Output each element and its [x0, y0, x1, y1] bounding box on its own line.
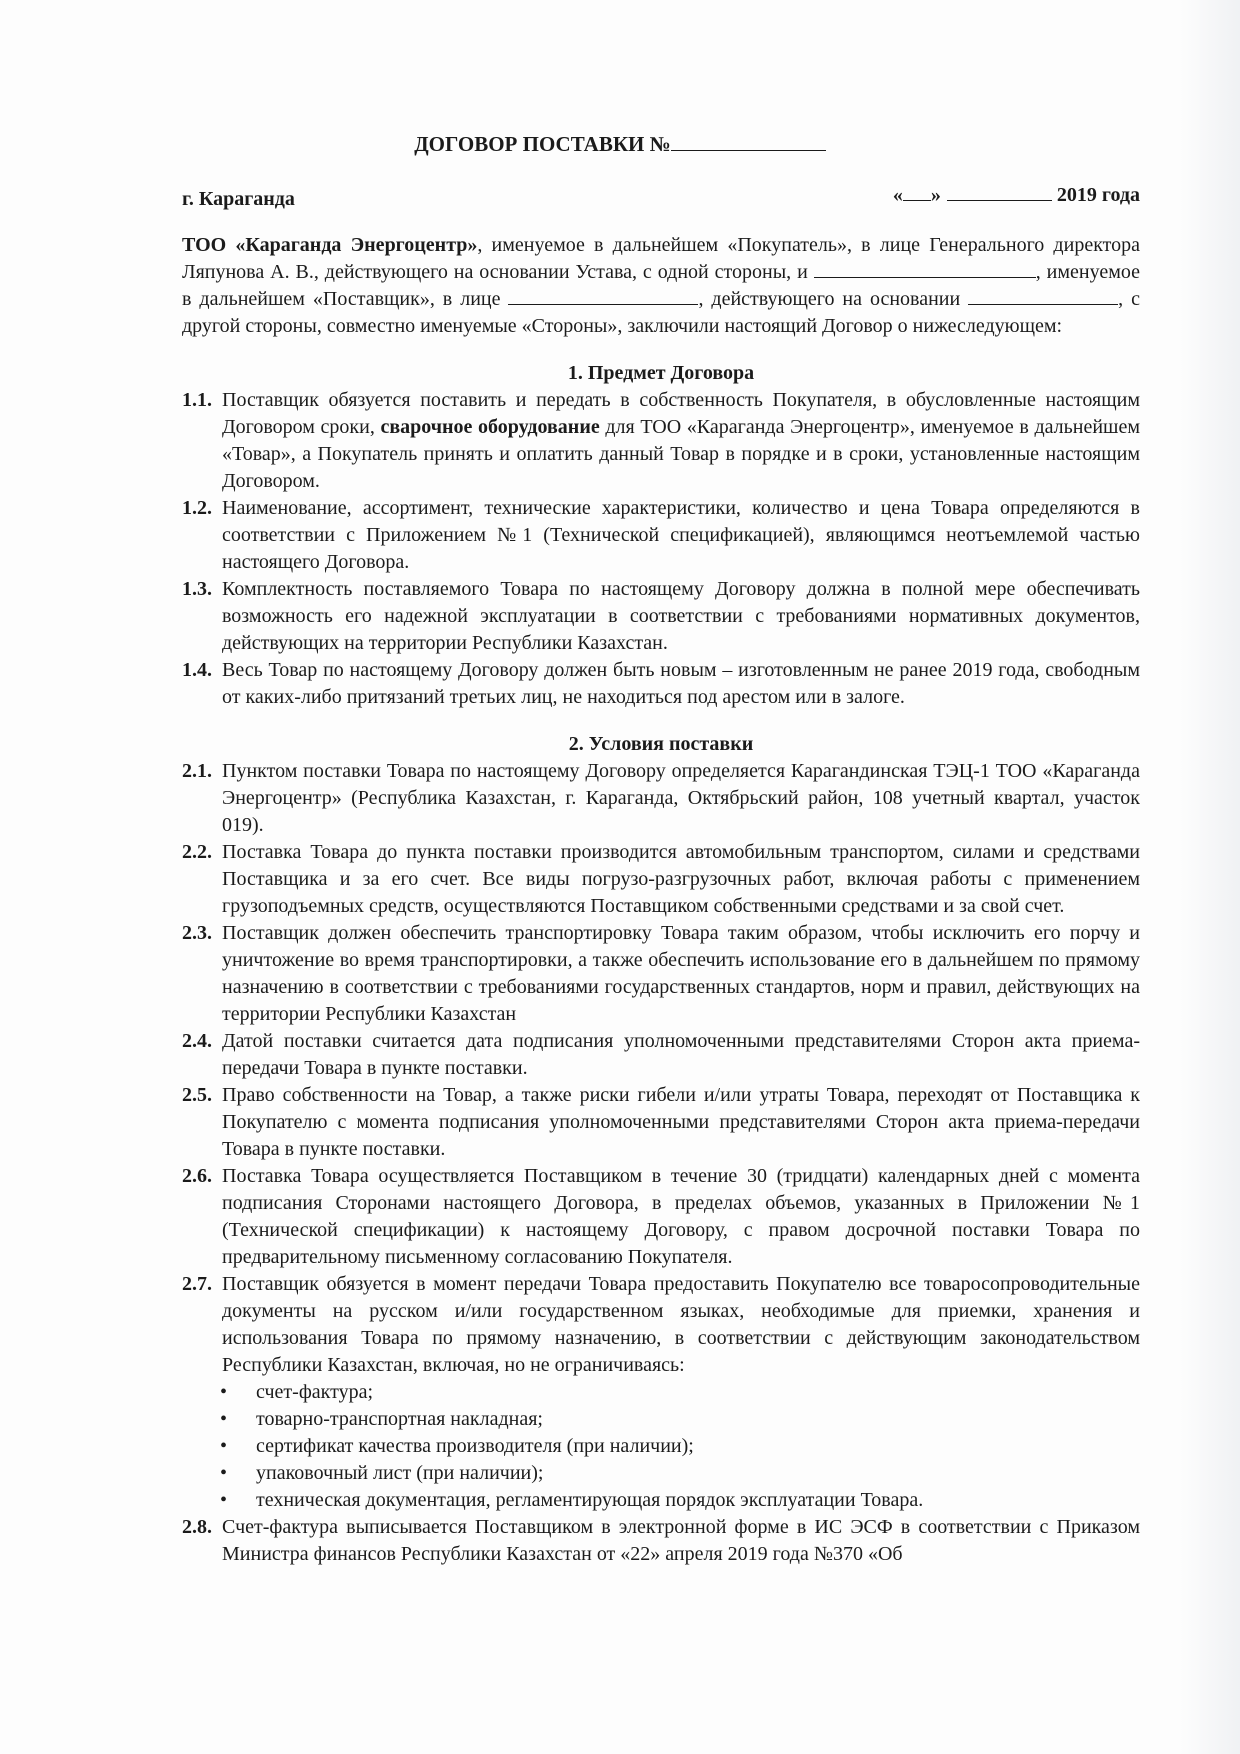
documents-bullet-list: [182, 1379, 1140, 1514]
clause-number: 2.5.: [182, 1084, 212, 1106]
clause-2-6: [182, 1163, 1140, 1271]
clause-number: 2.3.: [182, 922, 212, 944]
list-item-text: упаковочный лист (при наличии);: [256, 1462, 544, 1484]
date-close-quote: »: [930, 184, 941, 206]
scan-edge-shading: [1180, 0, 1240, 1754]
clause-text: Счет-фактура выписывается Поставщиком в электронной форме в ИС ЭСФ в соответствии с Приказом Министра финансов Республики Казахстан от «22» апреля 2019 года №370 «Об: [222, 1516, 1140, 1565]
supplier-basis-blank: [968, 286, 1118, 305]
clause-number: 1.2.: [182, 497, 212, 519]
list-item: [182, 1406, 1140, 1433]
intro-paragraph: [182, 232, 1140, 340]
intro-text-3: , действующего на основании: [698, 288, 969, 310]
clause-number: 1.1.: [182, 389, 212, 411]
clause-text: Комплектность поставляемого Товара по настоящему Договору должна в полной мере обеспечивать возможность его надежной эксплуатации в соответствии с требованиями нормативных документов, действующих на территории Республики Казахстан.: [222, 578, 1140, 654]
clause-2-3: [182, 920, 1140, 1028]
clause-number: 2.7.: [182, 1273, 212, 1295]
section-2-items: [182, 758, 1140, 1568]
clause-2-8: [182, 1514, 1140, 1568]
clause-text-part: Поставщик обязуется поставить и передать в собственность Покупателя, в обусловленные настоящим Договором сроки,: [222, 389, 1140, 438]
intro-text-1: , именуемое в дальнейшем «Покупатель», в лице Генерального директора Ляпунова А. В., действующего на основании Устава, с одной стороны, и: [182, 234, 1140, 283]
clause-number: 1.3.: [182, 578, 212, 600]
clause-text: Поставка Товара осуществляется Поставщиком в течение 30 (тридцати) календарных дней с момента подписания Сторонами настоящего Договора, в пределах объемов, указанных в Приложении №1 (Технической спецификации) к настоящему Договору, с правом досрочной поставки Товара по предварительному письменному согласованию Покупателя.: [222, 1165, 1140, 1268]
list-item-text: товарно-транспортная накладная;: [256, 1408, 543, 1430]
section-2-heading: 2. Условия поставки: [568, 733, 754, 755]
bullet-icon: [182, 1379, 256, 1406]
clause-text: Пунктом поставки Товара по настоящему Договору определяется Карагандинская ТЭЦ-1 ТОО «Караганда Энергоцентр» (Республика Казахстан, г. Караганда, Октябрьский район, 108 учетный квартал, участок 019).: [222, 760, 1140, 836]
list-item: [182, 1487, 1140, 1514]
list-item-text: сертификат качества производителя (при наличии);: [256, 1435, 694, 1457]
city-label: г. Караганда: [182, 188, 295, 210]
section-1-items: [182, 387, 1140, 711]
clause-text: Датой поставки считается дата подписания уполномоченными представителями Сторон акта приема-передачи Товара в пункте поставки.: [222, 1030, 1140, 1079]
bullet-icon: [182, 1433, 256, 1460]
bullet-icon: [182, 1487, 256, 1514]
contract-number-blank: [671, 130, 826, 151]
clause-text: Весь Товар по настоящему Договору должен быть новым – изготовленным не ранее 2019 года, свободным от каких-либо притязаний третьих лиц, не находиться под арестом или в залоге.: [222, 659, 1140, 708]
clause-1-4: [182, 657, 1140, 711]
clause-number: 2.1.: [182, 760, 212, 782]
list-item: [182, 1433, 1140, 1460]
clause-text: Поставщик обязуется в момент передачи Товара предоставить Покупателю все товаросопроводительные документы на русском и/или государственном языках, необходимые для приемки, хранения и использования Товара по прямому назначению, в соответствии с действующим законодательством Республики Казахстан, включая, но не ограничиваясь:: [222, 1273, 1140, 1376]
supplier-name-blank: [814, 259, 1036, 278]
document-title: [0, 130, 1240, 158]
clause-number: 2.4.: [182, 1030, 212, 1052]
clause-1-1: [182, 387, 1140, 495]
clause-number: 1.4.: [182, 659, 212, 681]
clause-number: 2.2.: [182, 841, 212, 863]
intro-text-4: , с другой стороны, совместно именуемые «Стороны», заключили настоящий Договор о нижеследующем:: [182, 288, 1140, 337]
clause-1-2: [182, 495, 1140, 576]
intro-text-2: , именуемое в дальнейшем «Поставщик», в лице: [182, 261, 1140, 310]
bullet-icon: [182, 1460, 256, 1487]
clause-2-5: [182, 1082, 1140, 1163]
clause-text: Наименование, ассортимент, технические характеристики, количество и цена Товара определяются в соответствии с Приложением №1 (Технической спецификацией), являющимся неотъемлемой частью настоящего Договора.: [222, 497, 1140, 573]
list-item: [182, 1379, 1140, 1406]
clause-text: Поставщик должен обеспечить транспортировку Товара таким образом, чтобы исключить его порчу и уничтожение во время транспортировки, а также обеспечить использование его в дальнейшем по прямому назначению в соответствии с требованиями государственных стандартов, норм и правил, действующих на территории Республики Казахстан: [222, 922, 1140, 1025]
document-title-text: ДОГОВОР ПОСТАВКИ №: [414, 132, 671, 156]
list-item-text: техническая документация, регламентирующая порядок эксплуатации Товара.: [256, 1489, 924, 1511]
list-item: [182, 1460, 1140, 1487]
bullet-icon: [182, 1406, 256, 1433]
date-open-quote: «: [892, 184, 903, 206]
buyer-name: ТОО «Караганда Энергоцентр»: [182, 234, 478, 256]
clause-2-4: [182, 1028, 1140, 1082]
clause-text-part: для ТОО «Караганда Энергоцентр», именуемое в дальнейшем «Товар», а Покупатель принять и оплатить данный Товар в порядке и в сроки, установленные настоящим Договором.: [222, 416, 1140, 492]
list-item-text: счет-фактура;: [256, 1381, 374, 1403]
document-body: [182, 232, 1140, 1568]
clause-text: Поставка Товара до пункта поставки производится автомобильным транспортом, силами и средствами Поставщика и за его счет. Все виды погрузо-разгрузочных работ, включая работы с применением грузоподъемных средств, осуществляются Поставщиком собственными средствами и за свой счет.: [222, 841, 1140, 917]
clause-text: Право собственности на Товар, а также риски гибели и/или утраты Товара, переходят от Поставщика к Покупателю с момента подписания уполномоченными представителями Сторон акта приема-передачи Товара в пункте поставки.: [222, 1084, 1140, 1160]
date-day-blank: [903, 182, 931, 201]
clause-number: 2.6.: [182, 1165, 212, 1187]
clause-number: 2.8.: [182, 1516, 212, 1538]
section-1-heading: 1. Предмет Договора: [567, 362, 755, 384]
clause-1-3: [182, 576, 1140, 657]
clause-2-1: [182, 758, 1140, 839]
clause-text: [222, 387, 1140, 495]
clause-2-7: [182, 1271, 1140, 1379]
contract-date: [893, 182, 1140, 209]
supplier-representative-blank: [508, 286, 698, 305]
clause-bold-part: сварочное оборудование: [380, 416, 600, 438]
date-year: 2019 года: [1056, 184, 1140, 206]
date-month-blank: [947, 182, 1052, 201]
clause-2-2: [182, 839, 1140, 920]
